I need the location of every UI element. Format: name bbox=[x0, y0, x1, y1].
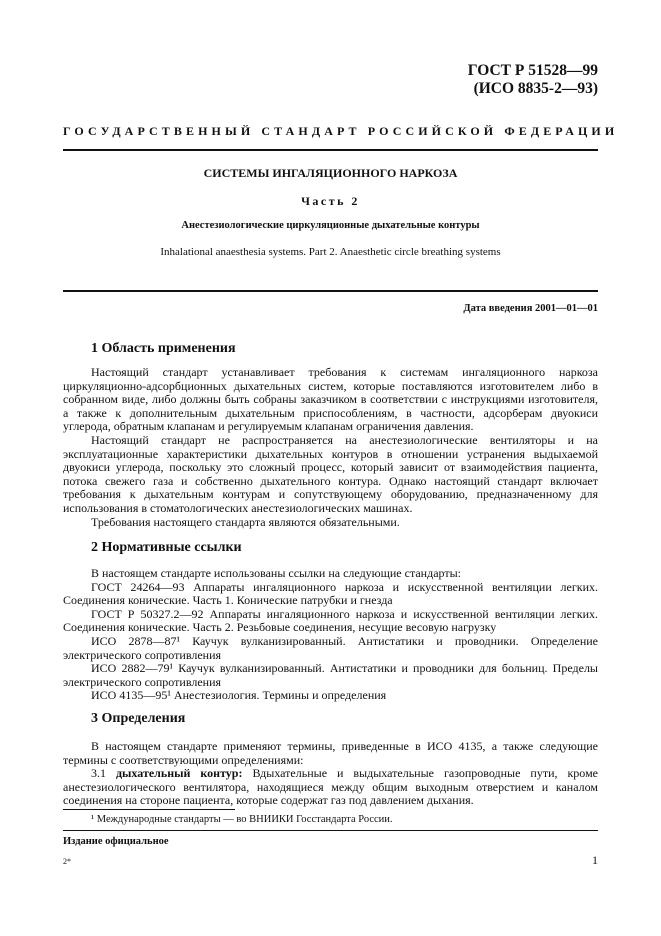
introduction-date: Дата введения 2001—01—01 bbox=[463, 303, 598, 314]
iso-number: (ИСО 8835-2—93) bbox=[473, 80, 598, 97]
definition-term: дыхательный контур: bbox=[115, 766, 253, 781]
definition-item bbox=[63, 767, 598, 808]
sheet-mark: 2* bbox=[63, 857, 71, 866]
paragraph: В настоящем стандарте использованы ссылки на следующие стандарты: bbox=[91, 566, 462, 580]
part-label: Часть 2 bbox=[301, 194, 360, 208]
section-1-heading: 1 Область применения bbox=[91, 341, 236, 356]
page-number: 1 bbox=[592, 853, 598, 867]
title-rule bbox=[63, 290, 598, 292]
footer-rule bbox=[63, 830, 598, 831]
reference-item: ИСО 2878—87¹ Каучук вулканизированный. Антистатики и проводники. Определение электрического сопротивления bbox=[63, 633, 598, 662]
paragraph: Настоящий стандарт устанавливает требования к системам ингаляционного наркоза циркуляционно-адсорбционных дыхательных систем, которые поставляются изготовителем либо в собранном виде, либо должны быть собраны заказчиком в соответствии с инструкциями изготовителя, а также к дополнительным дыхательным приспособлениям, в частности, адсорберам двуокиси углерода, обратным клапанам и регулируемым клапанам ограничения давления. bbox=[63, 365, 598, 434]
section-3-body bbox=[63, 740, 598, 808]
official-edition-label: Издание официальное bbox=[63, 836, 169, 847]
reference-item: ИСО 2882—79¹ Каучук вулканизированный. Антистатики и проводники для больниц. Пределы электрического сопротивления bbox=[63, 661, 598, 689]
section-2-body bbox=[63, 567, 598, 703]
footnote-rule bbox=[63, 809, 235, 810]
english-title: Inhalational anaesthesia systems. Part 2. Anaesthetic circle breathing systems bbox=[160, 246, 501, 258]
reference-item: ИСО 4135—95¹ Анестезиология. Термины и определения bbox=[91, 688, 387, 703]
definition-number: 3.1 bbox=[91, 766, 116, 781]
section-2-heading: 2 Нормативные ссылки bbox=[91, 540, 242, 555]
header-rule bbox=[63, 149, 598, 151]
state-standard-banner: ГОСУДАРСТВЕННЫЙ СТАНДАРТ РОССИЙСКОЙ ФЕДЕРАЦИИ bbox=[63, 124, 619, 138]
paragraph: В настоящем стандарте применяют термины, приведенные в ИСО 4135, а также следующие термины с соответствующими определениями: bbox=[63, 739, 598, 767]
standard-number: ГОСТ Р 51528—99 bbox=[467, 62, 598, 79]
definition-text: Вдыхательные и выдыхательные газопроводные пути, кроме анестезиологического вентилятора, находящиеся между общим выходным отверстием и каналом соединения на стороне пациента, которые содержат газ под давлением дыхания. bbox=[63, 766, 598, 808]
document-title: СИСТЕМЫ ИНГАЛЯЦИОННОГО НАРКОЗА bbox=[203, 166, 458, 180]
document-subtitle: Анестезиологические циркуляционные дыхательные контуры bbox=[181, 220, 480, 231]
reference-item: ГОСТ Р 50327.2—92 Аппараты ингаляционного наркоза и искусственной вентиляции легких. Соединения конические. Часть 2. Резьбовые соединения, несущие весовую нагрузку bbox=[63, 606, 598, 635]
section-3-heading: 3 Определения bbox=[91, 711, 186, 726]
footnote: ¹ Международные стандарты — во ВНИИКИ Госстандарта России. bbox=[91, 814, 393, 825]
standard-identifier bbox=[468, 62, 598, 98]
reference-item: ГОСТ 24264—93 Аппараты ингаляционного наркоза и искусственной вентиляции легких. Соединения конические. Часть 1. Конические патрубки и гнезда bbox=[63, 579, 598, 608]
paragraph: Требования настоящего стандарта являются обязательными. bbox=[91, 514, 400, 529]
section-1-body bbox=[63, 366, 598, 529]
paragraph: Настоящий стандарт не распространяется на анестезиологические вентиляторы и на эксплуатационные характеристики дыхательных контуров в отношении устранения выдыхаемой двуокиси углерода, поскольку это сложный процесс, который зависит от взаимодействия пациента, потока свежего газа и собственно дыхательного контура. Однако настоящий стандарт включает требования к дыхательным контурам и сопутствующему оборудованию, предназначенному для использования в стоматологических анестезиологических машинах. bbox=[63, 432, 598, 515]
